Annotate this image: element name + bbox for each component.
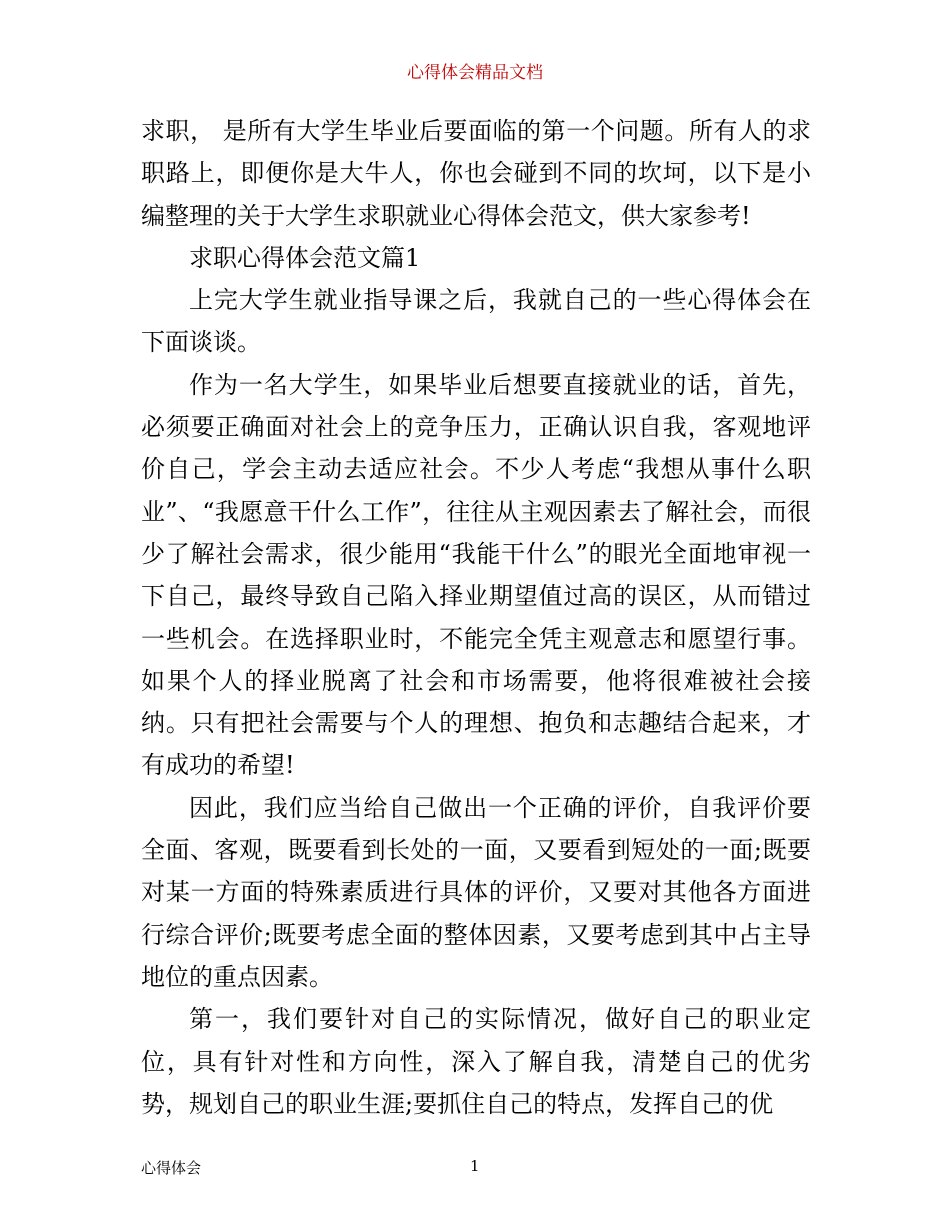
header-title: 心得体会精品文档 <box>407 63 543 83</box>
body-paragraph: 因此，我们应当给自己做出一个正确的评价，自我评价要全面、客观，既要看到长处的一面，又要看到短处的一面;既要对某一方面的特殊素质进行具体的评价，又要对其他各方面进行综合评价;既要考虑全面的整体因素，又要考虑到其中占主导地位的重点因素。 <box>141 793 811 991</box>
body-paragraph: 上完大学生就业指导课之后，我就自己的一些心得体会在下面谈谈。 <box>141 286 811 357</box>
intro-paragraph: 求职， 是所有大学生毕业后要面临的第一个问题。所有人的求职路上，即便你是大牛人，你也会碰到不同的坎坷，以下是小编整理的关于大学生求职就业心得体会范文，供大家参考! <box>141 117 811 230</box>
section-heading: 求职心得体会范文篇1 <box>189 243 421 272</box>
body-paragraph: 第一，我们要针对自己的实际情况，做好自己的职业定位，具有针对性和方向性，深入了解自我，清楚自己的优劣势，规划自己的职业生涯;要抓住自己的特点，发挥自己的优 <box>141 1005 811 1118</box>
body-paragraph: 作为一名大学生，如果毕业后想要直接就业的话，首先，必须要正确面对社会上的竞争压力，正确认识自我，客观地评价自己，学会主动去适应社会。不少人考虑“我想从事什么职业”、“我愿意干什么工作”，往往从主观因素去了解社会，而很少了解社会需求，很少能用“我能干什么”的眼光全面地审视一下自己，最终导致自己陷入择业期望值过高的误区，从而错过一些机会。在选择职业时，不能完全凭主观意志和愿望行事。如果个人的择业脱离了社会和市场需要，他将很难被社会接纳。只有把社会需要与个人的理想、抱负和志趣结合起来，才有成功的希望! <box>141 370 811 780</box>
page-number: 1 <box>470 1157 480 1175</box>
document-body <box>141 110 811 1125</box>
footer-label: 心得体会 <box>141 1159 202 1177</box>
